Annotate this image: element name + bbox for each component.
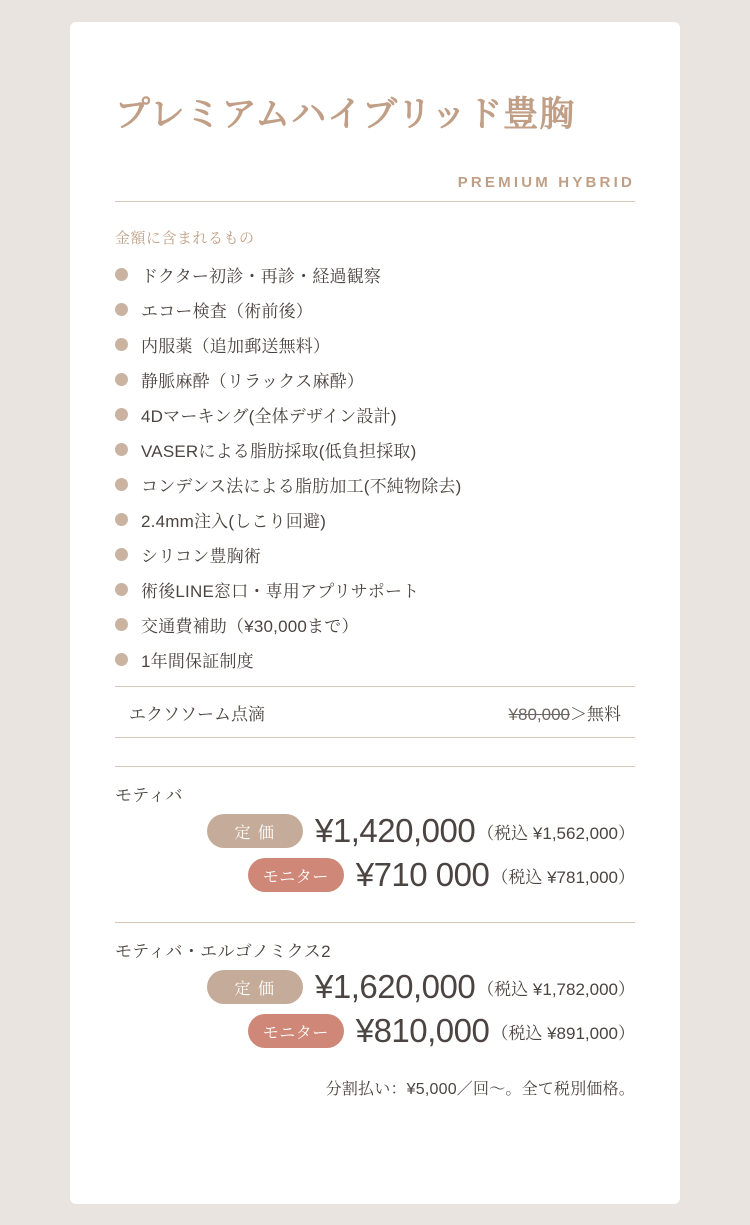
- list-item: [115, 577, 635, 602]
- bullet-dot-icon: [115, 443, 128, 456]
- price-row-monitor: [115, 856, 635, 894]
- price-tax-included: （税込 ¥1,562,000）: [477, 823, 635, 843]
- list-item: [115, 367, 635, 392]
- list-item-label: エコー検査（術前後）: [141, 302, 313, 321]
- subtitle-row: [115, 174, 635, 202]
- list-item: [115, 472, 635, 497]
- tag-regular: 定 価: [207, 814, 303, 848]
- price-row-regular: [115, 812, 635, 850]
- plan-name: モティバ・エルゴノミクス2: [115, 942, 331, 961]
- free-item-row: [115, 686, 635, 738]
- list-item-label: コンデンス法による脂肪加工(不純物除去): [141, 477, 462, 496]
- bullet-dot-icon: [115, 548, 128, 561]
- bullet-dot-icon: [115, 408, 128, 421]
- list-item: [115, 297, 635, 322]
- list-item-label: 2.4mm注入(しこり回避): [141, 512, 327, 531]
- list-item: [115, 647, 635, 672]
- plan-name: モティバ: [115, 786, 183, 805]
- list-item: [115, 437, 635, 462]
- subtitle: PREMIUM HYBRID: [457, 174, 635, 191]
- list-item-label: ドクター初診・再診・経過観察: [141, 267, 382, 286]
- price-value: ¥1,420,000: [315, 812, 476, 849]
- list-item-label: 1年間保証制度: [141, 652, 254, 671]
- free-item-new-price: 無料: [587, 704, 621, 724]
- bullet-dot-icon: [115, 618, 128, 631]
- list-item-label: シリコン豊胸術: [141, 547, 262, 566]
- price-tax-included: （税込 ¥1,782,000）: [477, 979, 635, 999]
- list-item-label: 術後LINE窓口・専用アプリサポート: [141, 582, 420, 601]
- price-tax-included: （税込 ¥781,000）: [491, 867, 635, 887]
- page-title: プレミアムハイブリッド豊胸: [115, 95, 576, 134]
- plan-motiva: [115, 767, 635, 894]
- price-row-regular: [115, 968, 635, 1006]
- list-item: [115, 542, 635, 567]
- bullet-dot-icon: [115, 373, 128, 386]
- plan-motiva-ergonomix2: [115, 923, 635, 1050]
- price-value: ¥1,620,000: [315, 968, 476, 1005]
- tag-regular: 定 価: [207, 970, 303, 1004]
- list-item-label: 4Dマーキング(全体デザイン設計): [141, 407, 397, 426]
- free-item-price: [509, 700, 621, 725]
- list-item-label: 交通費補助（¥30,000まで）: [141, 617, 359, 636]
- price-card: [70, 22, 680, 1204]
- payment-note: 分割払い：¥5,000／回〜。全て税別価格。: [325, 1081, 635, 1098]
- list-item-label: 内服薬（追加郵送無料）: [141, 337, 331, 356]
- list-item: [115, 332, 635, 357]
- free-item-label: エクソソーム点滴: [129, 704, 265, 724]
- bullet-dot-icon: [115, 478, 128, 491]
- price-value: ¥810,000: [355, 1012, 490, 1049]
- price-row-monitor: [115, 1012, 635, 1050]
- price-tax-included: （税込 ¥891,000）: [491, 1023, 635, 1043]
- bullet-dot-icon: [115, 268, 128, 281]
- tag-monitor: モニター: [248, 858, 344, 892]
- bullet-dot-icon: [115, 303, 128, 316]
- price-value: ¥710 000: [355, 856, 490, 893]
- bullet-dot-icon: [115, 513, 128, 526]
- free-item-arrow: ＞: [570, 704, 587, 724]
- list-item-label: 静脈麻酔（リラックス麻酔）: [141, 372, 365, 391]
- bullet-dot-icon: [115, 583, 128, 596]
- list-item-label: VASERによる脂肪採取(低負担採取): [141, 442, 417, 461]
- includes-label: 金額に含まれるもの: [115, 230, 255, 247]
- bullet-dot-icon: [115, 338, 128, 351]
- list-item: [115, 262, 635, 287]
- list-item: [115, 612, 635, 637]
- bullet-dot-icon: [115, 653, 128, 666]
- includes-list: [115, 262, 635, 672]
- tag-monitor: モニター: [248, 1014, 344, 1048]
- list-item: [115, 402, 635, 427]
- list-item: [115, 507, 635, 532]
- free-item-old-price: ¥80,000: [508, 704, 570, 724]
